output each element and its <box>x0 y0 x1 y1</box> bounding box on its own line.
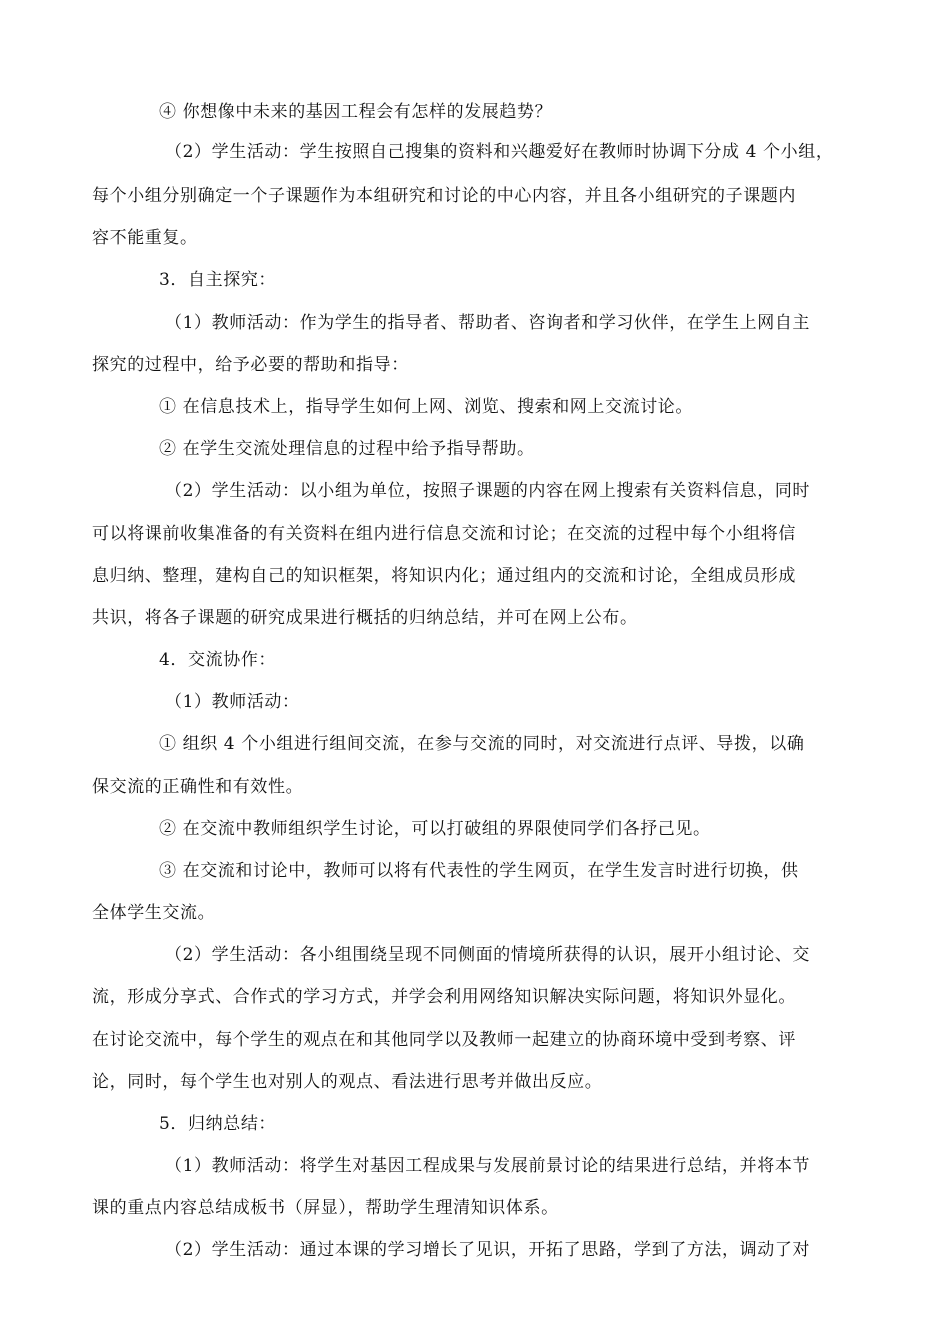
paragraph-line: （2）学生活动：各小组围绕呈现不同侧面的情境所获得的认识，展开小组讨论、交 <box>165 945 811 965</box>
paragraph-line: 在讨论交流中，每个学生的观点在和其他同学以及教师一起建立的协商环境中受到考察、评 <box>92 1030 796 1050</box>
section-heading-3: 3．自主探究： <box>159 270 277 290</box>
paragraph-line: 容不能重复。 <box>92 228 198 248</box>
section-heading-5: 5．归纳总结： <box>159 1114 277 1134</box>
question-item-4: ④ 你想像中未来的基因工程会有怎样的发展趋势？ <box>159 102 553 122</box>
paragraph-line: 息归纳、整理，建构自己的知识框架，将知识内化；通过组内的交流和讨论，全组成员形成 <box>92 566 796 586</box>
paragraph-line: （1）教师活动：作为学生的指导者、帮助者、咨询者和学习伙伴，在学生上网自主 <box>165 313 811 333</box>
paragraph-line: （2）学生活动：以小组为单位，按照子课题的内容在网上搜索有关资料信息，同时 <box>165 481 811 501</box>
list-item: ② 在学生交流处理信息的过程中给予指导帮助。 <box>159 439 535 459</box>
paragraph-line: 保交流的正确性和有效性。 <box>92 777 304 797</box>
paragraph-line: （1）教师活动：将学生对基因工程成果与发展前景讨论的结果进行总结，并将本节 <box>165 1156 811 1176</box>
paragraph-line: 流，形成分享式、合作式的学习方式，并学会利用网络知识解决实际问题，将知识外显化。 <box>92 987 796 1007</box>
paragraph-line: （2）学生活动：学生按照自己搜集的资料和兴趣爱好在教师时协调下分成 4 个小组， <box>165 142 834 162</box>
paragraph-line: 共识，将各子课题的研究成果进行概括的归纳总结，并可在网上公布。 <box>92 608 638 628</box>
paragraph-line: 探究的过程中，给予必要的帮助和指导： <box>92 355 409 375</box>
section-heading-4: 4．交流协作： <box>159 650 277 670</box>
paragraph-line: 论，同时，每个学生也对别人的观点、看法进行思考并做出反应。 <box>92 1072 603 1092</box>
list-item: ③ 在交流和讨论中，教师可以将有代表性的学生网页，在学生发言时进行切换，供 <box>159 861 799 881</box>
list-item: ① 组织 4 个小组进行组间交流，在参与交流的同时，对交流进行点评、导拨，以确 <box>159 734 805 754</box>
list-item: ② 在交流中教师组织学生讨论，可以打破组的界限使同学们各抒己见。 <box>159 819 711 839</box>
list-item: ① 在信息技术上，指导学生如何上网、浏览、搜索和网上交流讨论。 <box>159 397 694 417</box>
paragraph-line: 每个小组分别确定一个子课题作为本组研究和讨论的中心内容，并且各小组研究的子课题内 <box>92 186 796 206</box>
subheading: （1）教师活动： <box>165 692 300 712</box>
paragraph-line: 可以将课前收集准备的有关资料在组内进行信息交流和讨论；在交流的过程中每个小组将信 <box>92 524 796 544</box>
paragraph-line: 全体学生交流。 <box>92 903 216 923</box>
paragraph-line: 课的重点内容总结成板书（屏显），帮助学生理清知识体系。 <box>92 1198 559 1218</box>
paragraph-line: （2）学生活动：通过本课的学习增长了见识，开拓了思路，学到了方法，调动了对 <box>165 1240 811 1260</box>
